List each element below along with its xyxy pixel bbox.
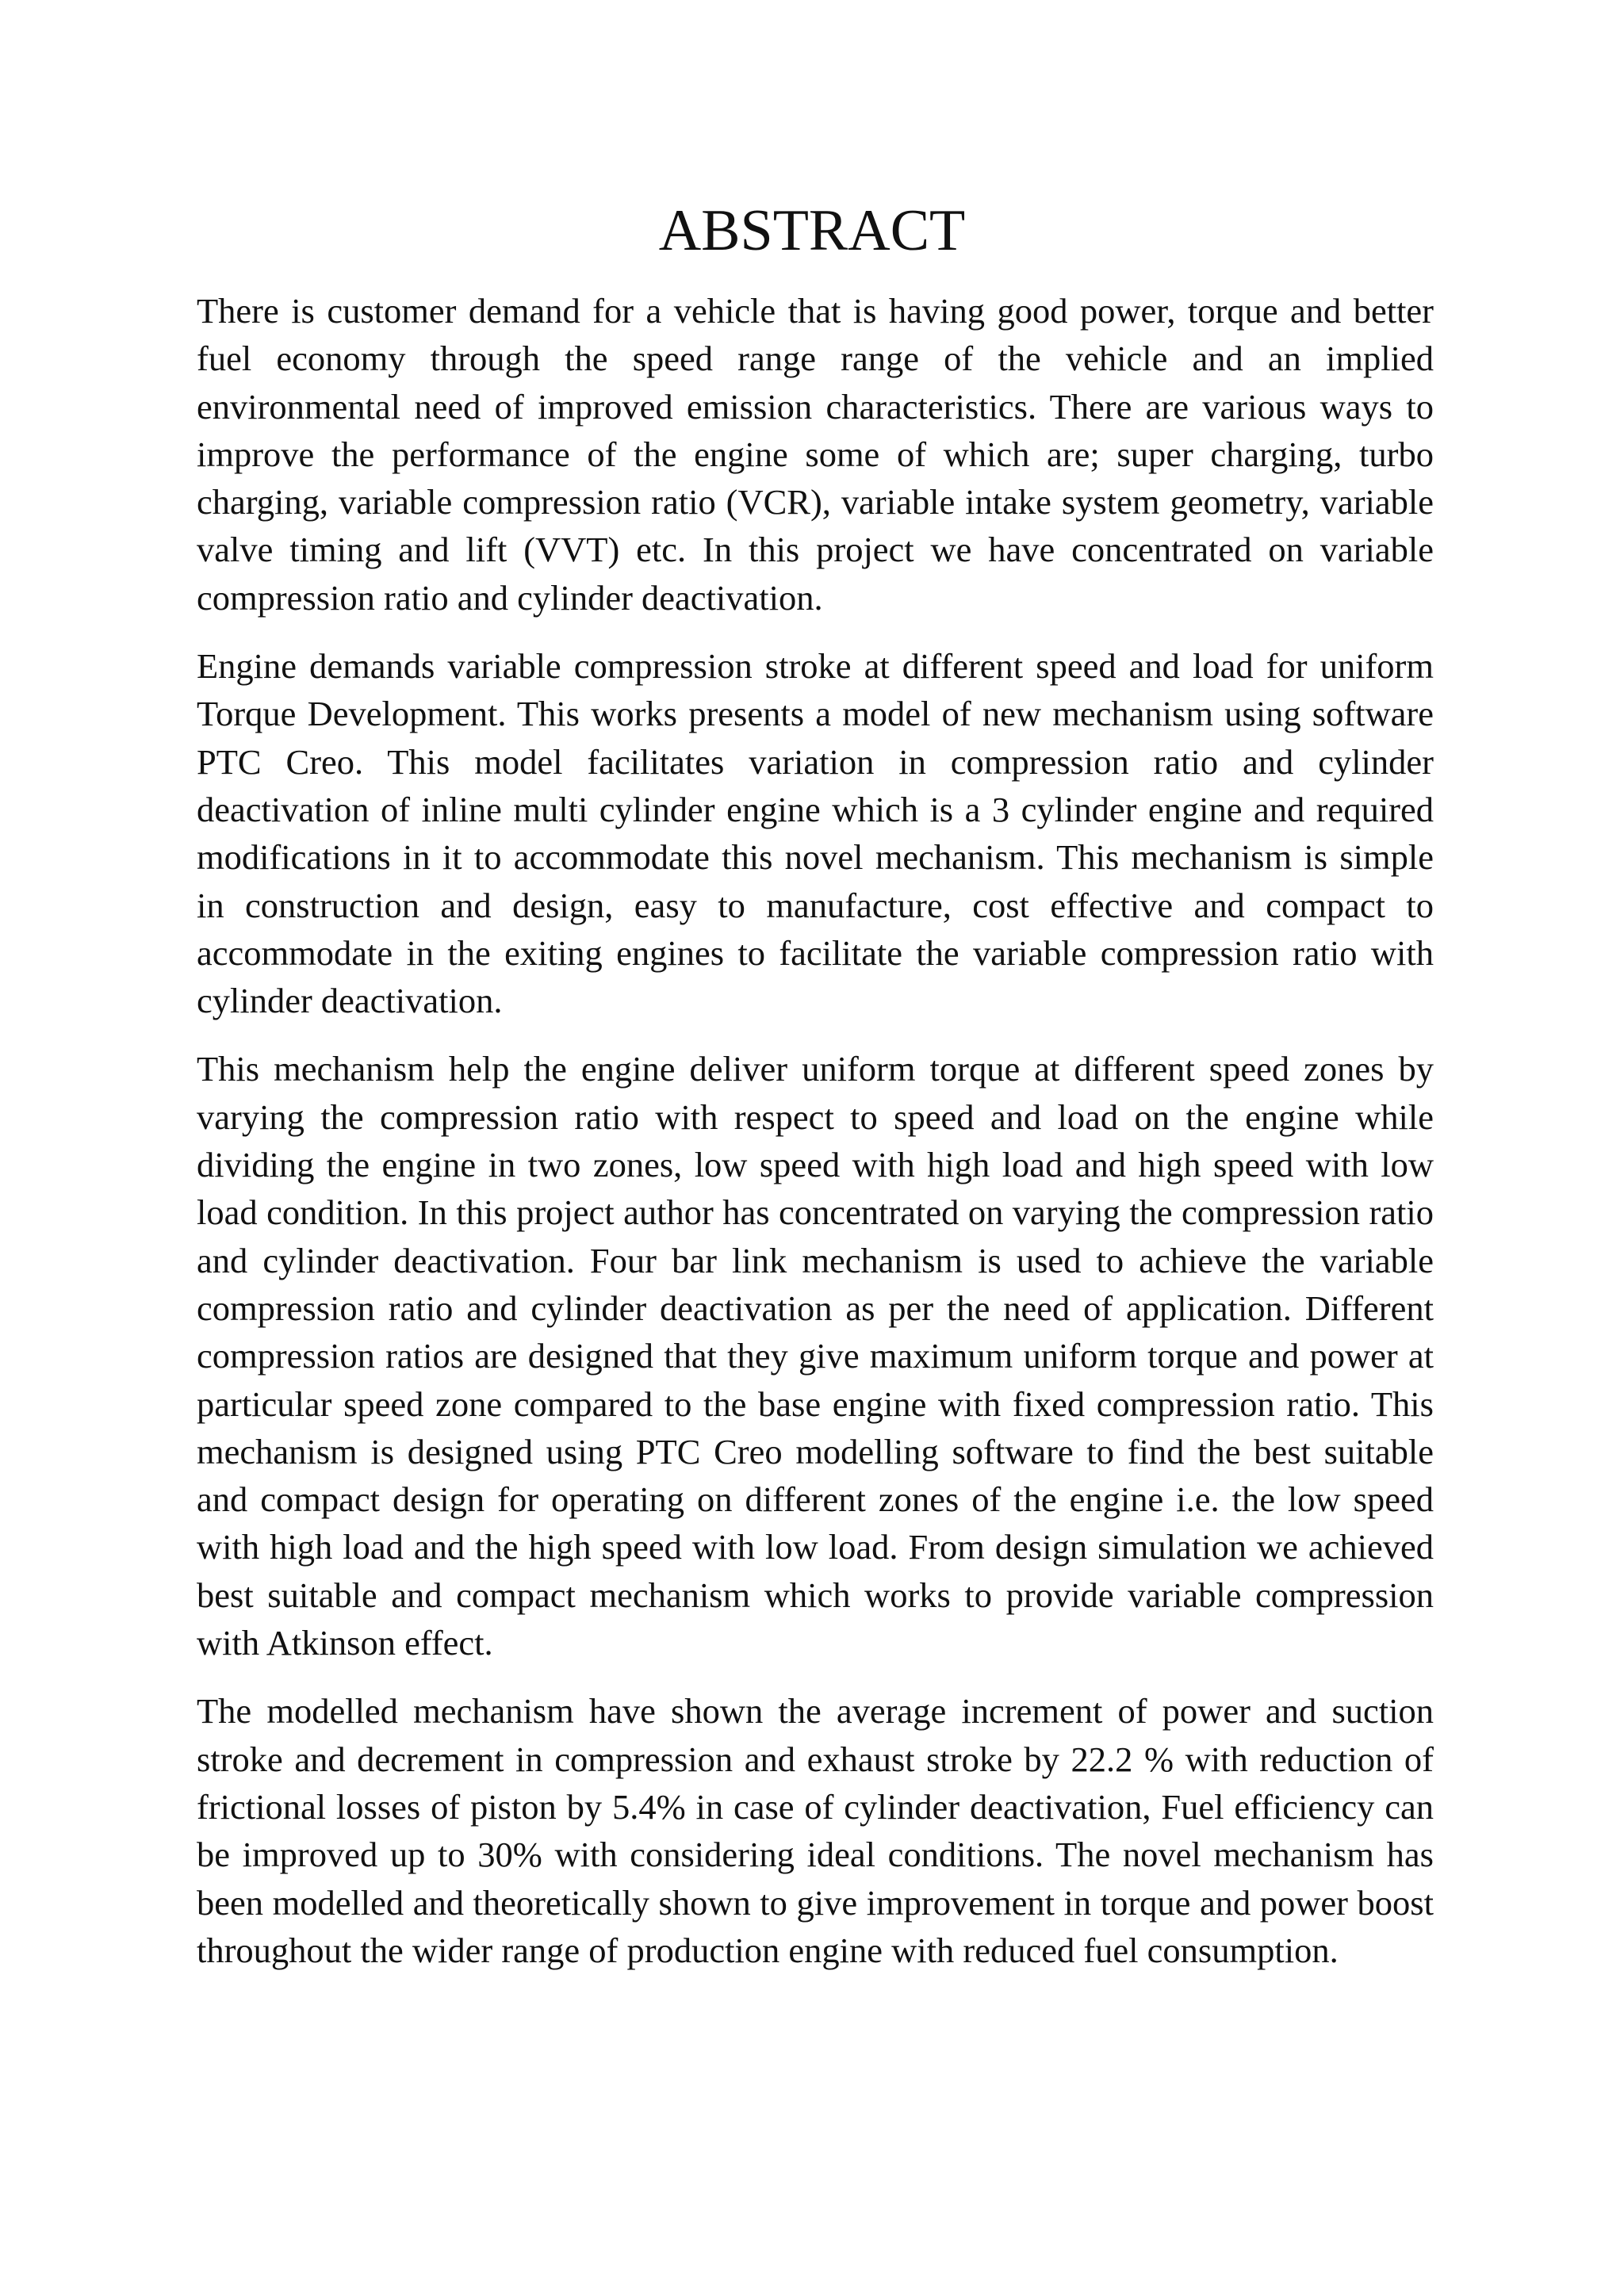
page-title: ABSTRACT <box>658 198 966 263</box>
abstract-paragraph-3: This mechanism help the engine deliver uniform torque at different speed zones by varying the compression ratio with respect to speed and load on the engine while dividing the engine in two zones, low speed with high load and high speed with low load condition. In this project author has concentrated on varying the compression ratio and cylinder deactivation. Four bar link mechanism is used to achieve the variable compression ratio and cylinder deactivation as per the need of application. Different compression ratios are designed that they give maximum uniform torque and power at particular speed zone compared to the base engine with fixed compression ratio. This mechanism is designed using PTC Creo modelling software to find the best suitable and compact design for operating on different zones of the engine i.e. the low speed with high load and the high speed with low load. From design simulation we achieved best suitable and compact mechanism which works to provide variable compression with Atkinson effect. <box>197 1049 1434 1663</box>
abstract-body <box>197 287 1434 1995</box>
abstract-paragraph-2: Engine demands variable compression stroke at different speed and load for uniform Torque Development. This works presents a model of new mechanism using software PTC Creo. This model facilitates variation in compression ratio and cylinder deactivation of inline multi cylinder engine which is a 3 cylinder engine and required modifications in it to accommodate this novel mechanism. This mechanism is simple in construction and design, easy to manufacture, cost effective and compact to accommodate in the exiting engines to facilitate the variable compression ratio with cylinder deactivation. <box>197 646 1434 1021</box>
abstract-paragraph-1: There is customer demand for a vehicle that is having good power, torque and better fuel economy through the speed range range of the vehicle and an implied environmental need of improved emission characteristics. There are various ways to improve the performance of the engine some of which are; super charging, turbo charging, variable compression ratio (VCR), variable intake system geometry, variable valve timing and lift (VVT) etc. In this project we have concentrated on variable compression ratio and cylinder deactivation. <box>197 291 1434 618</box>
abstract-paragraph-4: The modelled mechanism have shown the average increment of power and suction stroke and decrement in compression and exhaust stroke by 22.2 % with reduction of frictional losses of piston by 5.4% in case of cylinder deactivation, Fuel efficiency can be improved up to 30% with considering ideal conditions. The novel mechanism has been modelled and theoretically shown to give improvement in torque and power boost throughout the wider range of production engine with reduced fuel consumption. <box>197 1691 1434 1970</box>
